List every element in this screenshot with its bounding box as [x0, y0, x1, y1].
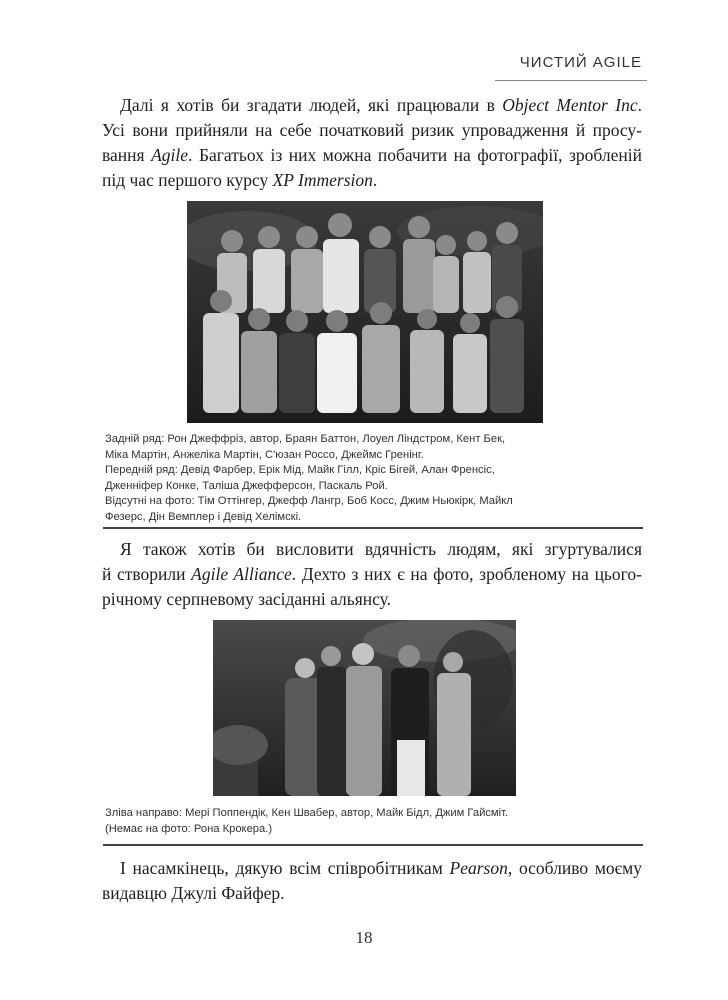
text-line: річному серпневому засіданні альянсу.	[102, 589, 392, 609]
paragraph-agile-alliance	[102, 537, 642, 612]
paragraph-pearson-thanks	[102, 856, 642, 906]
xp-immersion-group-photo	[187, 201, 543, 423]
caption-divider	[103, 844, 643, 846]
text-line: Далі я хотів би згадати людей, які працювали в Object Mentor Inc.	[120, 95, 642, 115]
agile-alliance-meeting-photo	[213, 620, 516, 796]
caption-line: Фезерс, Дін Вемплер і Девід Хелімскі.	[105, 510, 302, 523]
text-line: І насамкінець, дякую всім співробітникам Pearson, особливо моєму	[120, 858, 642, 878]
text-line: вання Agile. Багатьох із них можна побачити на фотографії, зробленій	[102, 145, 642, 165]
text-line: видавцю Джулі Файфер.	[102, 883, 285, 903]
caption-line: Передній ряд: Девід Фарбер, Ерік Мід, Майк Гілл, Кріс Бігей, Алан Френсіс,	[105, 464, 495, 477]
caption-line: (Немає на фото: Рона Крокера.)	[105, 822, 273, 835]
text-line: й створили Agile Alliance. Дехто з них є на фото, зробленому на цього-	[102, 564, 642, 584]
caption-line: Відсутні на фото: Тім Оттінгер, Джефф Лангр, Боб Косс, Джим Ньюкірк, Майкл	[105, 495, 513, 508]
photo-caption-xp-immersion	[105, 432, 635, 526]
caption-line: Міка Мартін, Анжеліка Мартін, С'юзан Россо, Джеймс Гренінг.	[105, 448, 424, 461]
caption-line: Дженніфер Конке, Таліша Джефферсон, Паскаль Рой.	[105, 479, 388, 492]
paragraph-intro-object-mentor	[102, 93, 642, 193]
header-divider	[495, 80, 647, 81]
page-number: 18	[355, 928, 373, 947]
text-line: Я також хотів би висловити вдячність людям, які згуртувалися	[120, 539, 642, 559]
text-line: під час першого курсу XP Immersion.	[102, 170, 378, 190]
caption-line: Зліва направо: Мері Поппендік, Кен Швабер, автор, Майк Бідл, Джим Гайсміт.	[105, 807, 509, 819]
running-header: ЧИСТИЙ AGILE	[519, 54, 642, 71]
caption-line: Задній ряд: Рон Джеффріз, автор, Браян Баттон, Лоуел Ліндстром, Кент Бек,	[105, 433, 506, 445]
caption-divider	[103, 527, 643, 529]
text-line: Усі вони прийняли на себе початковий ризик упровадження й просу-	[102, 120, 642, 140]
photo-caption-agile-alliance	[105, 806, 635, 837]
